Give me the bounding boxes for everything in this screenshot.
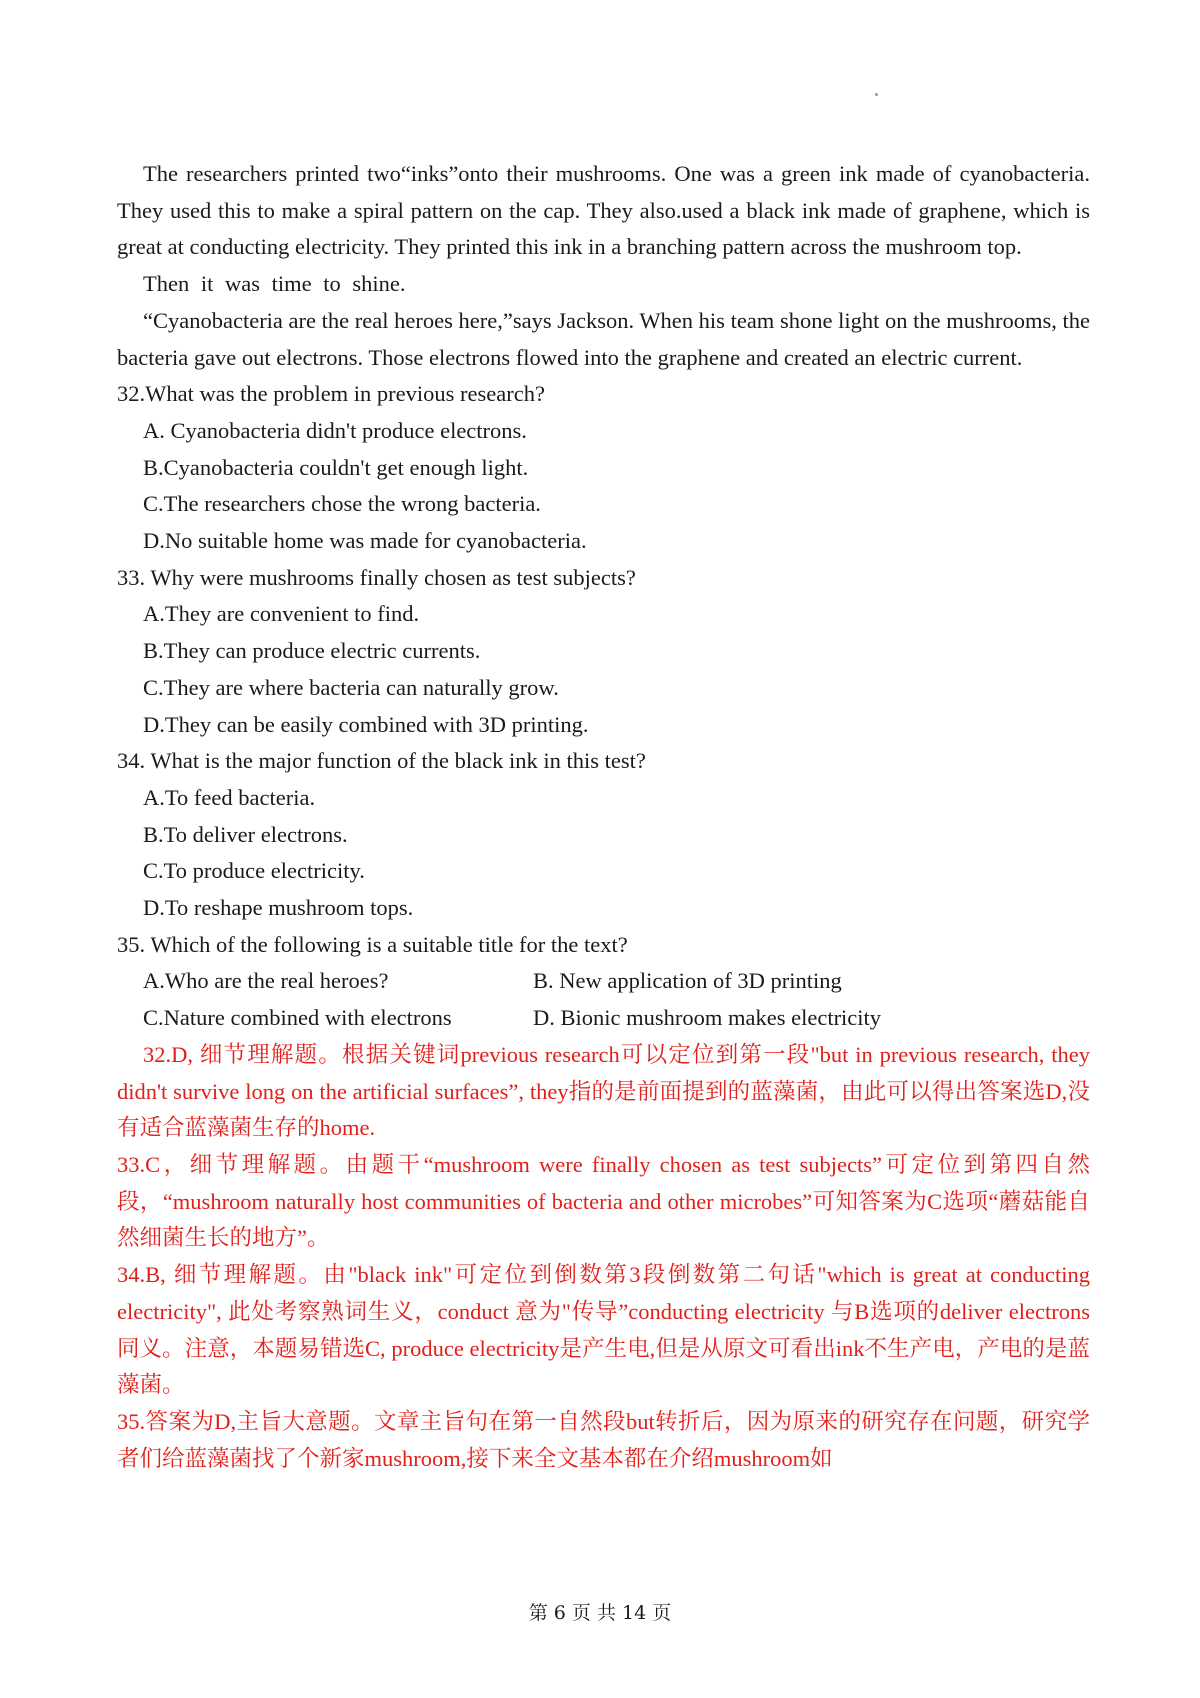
question-stem: 33. Why were mushrooms finally chosen as test subjects?	[117, 564, 636, 590]
page-content	[117, 156, 1090, 1477]
answer-35: 35.答案为D,主旨大意题。文章主旨句在第一自然段but转折后，因为原来的研究存在问题，研究学者们给蓝藻菌找了个新家mushroom,接下来全文基本都在介绍mushroom如	[117, 1408, 1090, 1471]
question-stem: 32.What was the problem in previous research?	[117, 381, 545, 407]
option-c: C.The researchers chose the wrong bacteria.	[143, 491, 541, 517]
option-b: B.To deliver electrons.	[143, 821, 348, 847]
passage-paragraph: “Cyanobacteria are the real heroes here,”says Jackson. When his team shone light on the mushrooms, the bacteria gave out electrons. Those electrons flowed into the graphene and created an electric current.	[117, 307, 1090, 370]
option-c: C.To produce electricity.	[143, 858, 365, 884]
option-c: C.Nature combined with electrons	[143, 1005, 452, 1031]
question-stem: 35. Which of the following is a suitable title for the text?	[117, 931, 628, 957]
question-33	[117, 560, 1090, 744]
option-b: B.They can produce electric currents.	[143, 638, 481, 664]
option-d: D. Bionic mushroom makes electricity	[533, 1005, 882, 1031]
answer-34: 34.B, 细节理解题。由"black ink"可定位到倒数第3段倒数第二句话"which is great at conducting electricity", 此处考察熟词生义，conduct 意为"传导”conducting electricity 与B选项的deliver electrons同义。注意，本题易错选C, produce electricity是产生电,但是从原文可看出ink不生产电，产电的是蓝藻菌。	[117, 1262, 1090, 1398]
option-a: A. Cyanobacteria didn't produce electrons.	[143, 417, 527, 443]
option-a: A.They are convenient to find.	[143, 601, 420, 627]
option-b: B.Cyanobacteria couldn't get enough light.	[143, 454, 529, 480]
question-stem: 34. What is the major function of the black ink in this test?	[117, 748, 646, 774]
option-d: D.No suitable home was made for cyanobacteria.	[143, 528, 587, 554]
option-c: C.They are where bacteria can naturally grow.	[143, 674, 559, 700]
passage-paragraph: Then it was time to shine.	[143, 271, 406, 297]
options-row	[117, 963, 1090, 1000]
option-b: B. New application of 3D printing	[533, 968, 842, 994]
scan-dot	[875, 93, 878, 96]
passage-paragraph: The researchers printed two“inks”onto their mushrooms. One was a green ink made of cyanobacteria. They used this to make a spiral pattern on the cap. They also.used a black ink made of graphene, which is great at conducting electricity. They printed this ink in a branching pattern across the mushroom top.	[117, 161, 1090, 260]
answer-32: 32.D, 细节理解题。根据关键词previous research可以定位到第一段"but in previous research, they didn't survive long on the artificial surfaces”, they指的是前面提到的蓝藻菌，由此可以得出答案选D,没有适合蓝藻菌生存的home.	[117, 1041, 1090, 1141]
answer-33: 33.C，细节理解题。由题干“mushroom were finally chosen as test subjects”可定位到第四自然段，“mushroom naturally host communities of bacteria and other microbes”可知答案为C选项“蘑菇能自然细菌生长的地方”。	[117, 1151, 1090, 1251]
option-d: D.They can be easily combined with 3D printing.	[143, 711, 589, 737]
question-34	[117, 743, 1090, 927]
answer-explanations	[117, 1037, 1090, 1477]
question-35	[117, 927, 1090, 1037]
option-d: D.To reshape mushroom tops.	[143, 895, 414, 921]
question-32	[117, 376, 1090, 560]
option-a: A.Who are the real heroes?	[143, 968, 389, 994]
options-row	[117, 1000, 1090, 1037]
page-number: 第 6 页 共 14 页	[528, 1602, 672, 1624]
option-a: A.To feed bacteria.	[143, 784, 316, 810]
